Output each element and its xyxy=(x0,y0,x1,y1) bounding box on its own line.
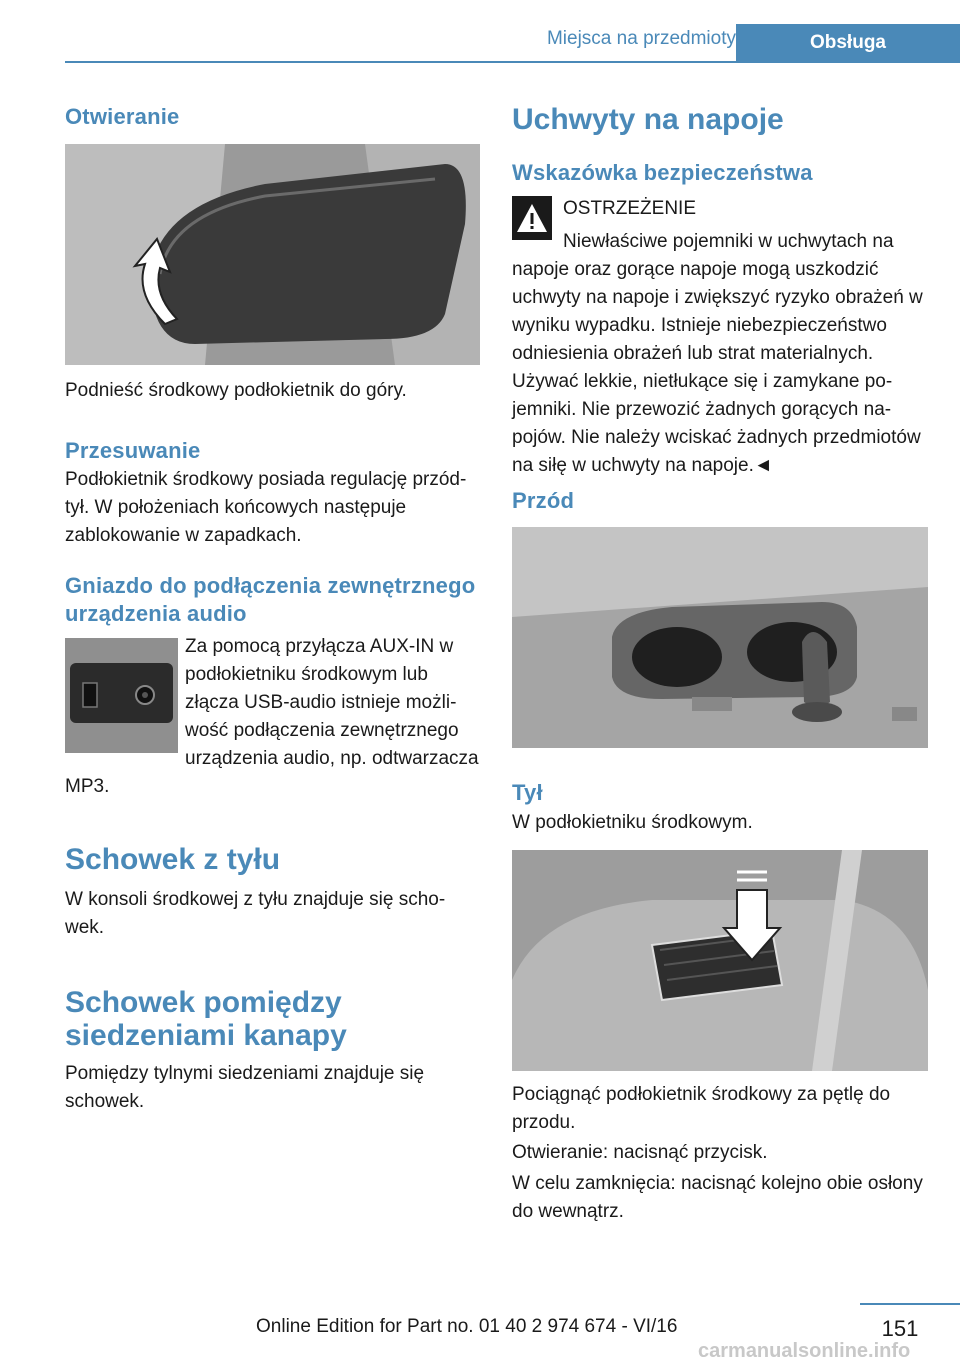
front-cupholder-image xyxy=(512,527,928,748)
schowek-kanapa-text: Pomiędzy tylnymi siedzeniami znajduje się schowek. xyxy=(65,1063,425,1112)
heading-schowek-tyl: Schowek z tyłu xyxy=(65,843,281,876)
header-rule xyxy=(65,61,960,63)
heading-wskazowka: Wskazówka bezpieczeństwa xyxy=(512,160,813,185)
watermark: carmanualsonline.info xyxy=(698,1340,911,1362)
otwieranie-caption: Podnieść środkowy podłokietnik do góry. xyxy=(65,380,407,401)
heading-tyl: Tył xyxy=(512,780,543,805)
section-title: Miejsca na przedmioty xyxy=(546,28,736,49)
heading-schowek-kanapa: Schowek pomiędzy siedzeniami kanapy xyxy=(65,986,347,1052)
tyl-caption-3: W celu zamknięcia: nacisnąć kolejno obie osłony do wewnątrz. xyxy=(512,1173,923,1222)
tyl-caption-2: Otwieranie: nacisnąć przycisk. xyxy=(512,1142,768,1163)
heading-otwieranie: Otwieranie xyxy=(65,104,180,129)
tyl-text: W podłokietniku środkowym. xyxy=(512,812,753,833)
page-number-rule xyxy=(860,1303,960,1305)
heading-przesuwanie: Przesuwanie xyxy=(65,438,201,463)
warning-label: OSTRZEŻENIE xyxy=(563,198,697,219)
warning-text-content: Niewłaściwe pojemniki w uchwytach na napoje oraz gorące napoje mogą uszkodzić uchwyty na napoje i zwiększyć ryzyko obrażeń w wyniku wypadku. Istnieje niebezpieczeństwo odniesienia obrażeń lub strat materialnych. Używać lekkie, nietłukące się i zamykane pojemniki. Nie przewozić żadnych gorących napojów. Nie należy wciskać żadnych przedmiotów na siłę w uchwyty na napoje.◄ xyxy=(512,231,923,476)
schowek-tyl-text: W konsoli środkowej z tyłu znajduje się schowek. xyxy=(65,889,446,938)
armrest-open-image xyxy=(65,144,480,365)
gniazdo-text xyxy=(65,633,480,801)
edition-footer: Online Edition for Part no. 01 40 2 974 674 - VI/16 xyxy=(256,1316,678,1337)
warning-text xyxy=(512,228,930,480)
gniazdo-text-content: Za pomocą przyłącza AUX-IN w podłokietniku środkowym lub złącza USB-audio istnieje możliwość podłączenia zewnętrznego urządzenia audio, np. odtwarzacza MP3. xyxy=(65,636,479,797)
heading-przod: Przód xyxy=(512,488,575,513)
rear-cupholder-image xyxy=(512,850,928,1071)
chapter-tab[interactable]: Obsługa xyxy=(736,24,960,62)
tyl-caption-1: Pociągnąć podłokietnik środkowy za pętlę do przodu. xyxy=(512,1084,891,1133)
przesuwanie-text: Podłokietnik środkowy posiada regulację przód-tył. W położeniach końcowych następuje zablokowanie w zapadkach. xyxy=(65,469,467,546)
heading-gniazdo: Gniazdo do podłączenia zewnętrznego urządzenia audio xyxy=(65,573,476,626)
heading-uchwyty: Uchwyty na napoje xyxy=(512,103,784,136)
page-number: 151 xyxy=(881,1316,919,1341)
